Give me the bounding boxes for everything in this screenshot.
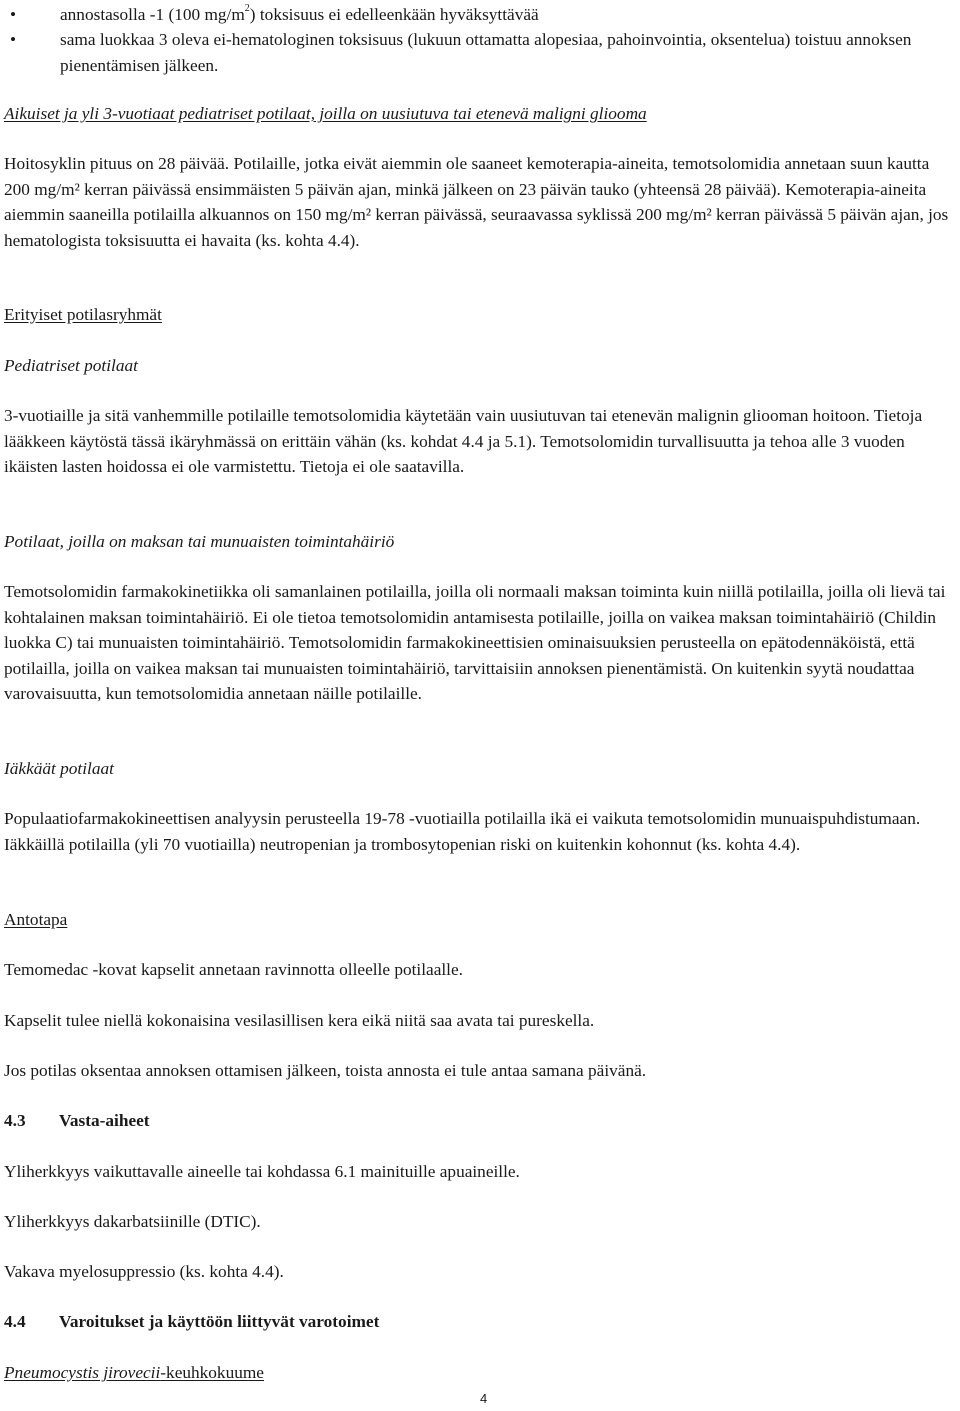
hepatic-renal-paragraph: Temotsolomidin farmakokinetiikka oli samanlainen potilailla, joilla oli normaali maksan toiminta kuin niillä potilailla, joilla oli lievä tai kohtalainen maksan toimintahäiriö. Ei ole tietoa temotsolomidin antamisesta potilaille, joilla on vaikea maksan toimintahäiriö (Childin luokka C) tai munuaisten toimintahäiriö. Temotsolomidin farmakokineettisien ominaisuuksien perusteella on epätodennäköistä, että potilailla, joilla on vaikea maksan tai munuaisten toimintahäiriö, tarvittaisiin annoksen pienentämistä. On kuitenkin syytä noudattaa varovaisuutta, kun temotsolomidia annetaan näille potilaille. xyxy=(4,582,946,703)
pneumocystis-italic-text: Pneumocystis jirovecii xyxy=(4,1363,161,1382)
administration-paragraph-2: Kapselit tulee niellä kokonaisina vesilasillisen kera eikä niitä saa avata tai pureskella. xyxy=(4,1011,595,1030)
bullet-dot: • xyxy=(9,30,17,49)
administration-paragraph-3: Jos potilas oksentaa annoksen ottamisen jälkeen, toista annosta ei tule antaa samana päivänä. xyxy=(4,1061,647,1080)
administration-heading: Antotapa xyxy=(4,910,68,929)
pneumocystis-heading xyxy=(4,1360,956,1386)
section-number: 4.3 xyxy=(4,1111,26,1130)
superscript: 2 xyxy=(244,3,250,15)
cycle-length-paragraph: Hoitosyklin pituus on 28 päivää. Potilaille, jotka eivät aiemmin ole saaneet kemoterapia-aineita, temotsolomidia annetaan suun kautta 200 mg/m² kerran päivässä ensimmäisten 5 päivän ajan, minkä jälkeen on 23 päivän tauko (yhteensä 28 päivää). Kemoterapia-aineita aiemmin saaneilla potilailla alkuannos on 150 mg/m² kerran päivässä, seuraavassa syklissä 200 mg/m² kerran päivässä 5 päivän ajan, jos hematologista toksisuutta ei havaita (ks. kohta 4.4). xyxy=(4,154,949,250)
elderly-subheading: Iäkkäät potilaat xyxy=(4,759,114,778)
special-groups-heading: Erityiset potilasryhmät xyxy=(4,305,162,324)
section-4-3-heading xyxy=(4,1108,956,1134)
section-number: 4.4 xyxy=(4,1312,26,1331)
section-4-4-heading xyxy=(4,1309,956,1335)
contraindication-paragraph-1: Yliherkkyys vaikuttavalle aineelle tai kohdassa 6.1 mainituille apuaineille. xyxy=(4,1162,520,1181)
page-number: 4 xyxy=(480,1391,488,1406)
contraindication-paragraph-2: Yliherkkyys dakarbatsiinille (DTIC). xyxy=(4,1212,261,1231)
bullet-text: sama luokkaa 3 oleva ei-hematologinen toksisuus (lukuun ottamatta alopesiaa, pahoinvointia, oksentelua) toistuu annoksen pienentämisen jälkeen. xyxy=(60,30,912,75)
bullet-text: annostasolla -1 (100 $mg/m^2$) toksisuus ei edelleenkään hyväksyttävää xyxy=(60,3,539,24)
administration-paragraph-1: Temomedac -kovat kapselit annetaan ravinnotta olleelle potilaalle. xyxy=(4,960,463,979)
pediatric-subheading: Pediatriset potilaat xyxy=(4,356,138,375)
bullet-dot: • xyxy=(9,5,17,24)
section-title: Vasta-aiheet xyxy=(59,1111,150,1130)
contraindication-paragraph-3: Vakava myelosuppressio (ks. kohta 4.4). xyxy=(4,1262,284,1281)
pneumocystis-rest-text: -keuhkokuume xyxy=(160,1363,264,1382)
section-title: Varoitukset ja käyttöön liittyvät varotoimet xyxy=(59,1312,380,1331)
elderly-paragraph: Populaatiofarmakokineettisen analyysin perusteella 19-78 -vuotiailla potilailla ikä ei vaikuta temotsolomidin munuaispuhdistumaan. Iäkkäillä potilailla (yli 70 vuotiailla) neutropenian ja trombosytopenian riski on kuitenkin kohonnut (ks. kohta 4.4). xyxy=(4,809,921,854)
adults-subheading: Aikuiset ja yli 3-vuotiaat pediatriset potilaat, joilla on uusiutuva tai etenevä maligni glioomа xyxy=(4,104,647,123)
pediatric-paragraph: 3-vuotiaille ja sitä vanhemmille potilaille temotsolomidia käytetään vain uusiutuvan tai etenevän malignin gliooman hoitoon. Tietoja lääkkeen käytöstä tässä ikäryhmässä on erittäin vähän (ks. kohdat 4.4 ja 5.1). Temotsolomidin turvallisuutta ja tehoa alle 3 vuoden ikäisten lasten hoidossa ei ole varmistettu. Tietoja ei ole saatavilla. xyxy=(4,406,923,476)
hepatic-renal-subheading: Potilaat, joilla on maksan tai munuaisten toimintahäiriö xyxy=(4,532,395,551)
